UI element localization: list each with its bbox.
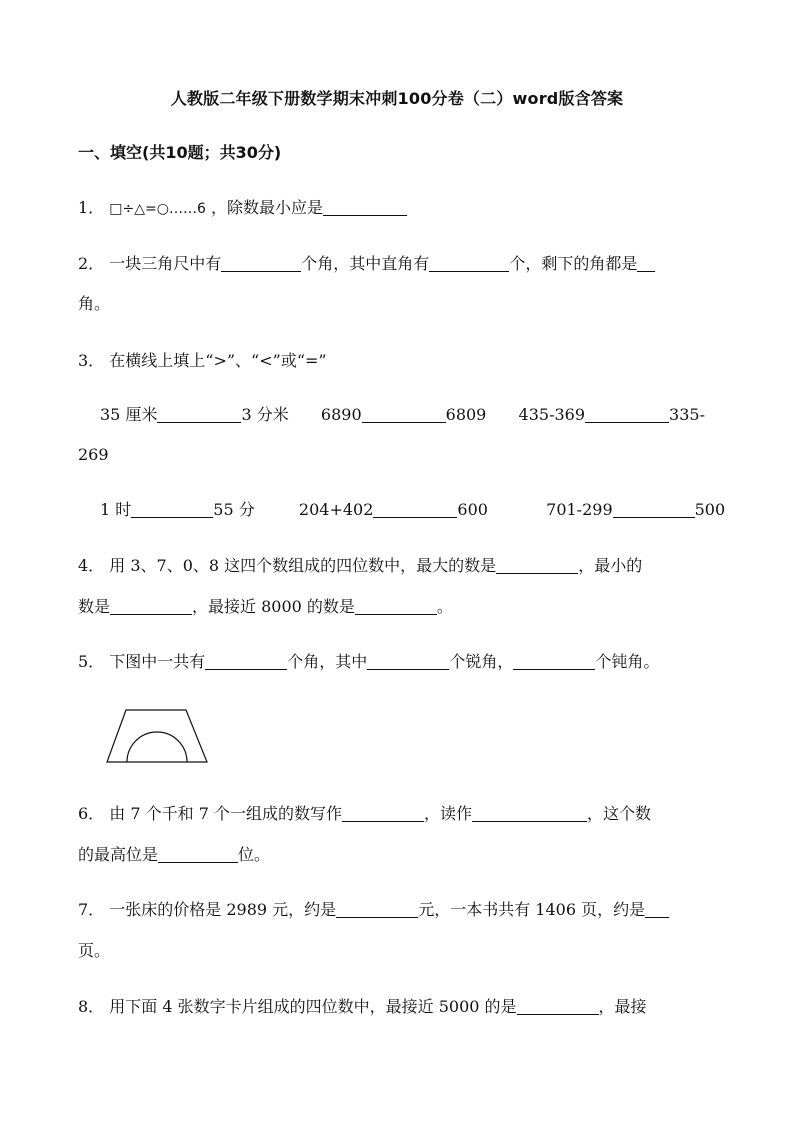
compare-right: 335-	[669, 405, 705, 424]
question-text: 用 3、7、0、8 这四个数组成的四位数中，最大的数是	[109, 556, 497, 575]
question-text: ，最小的	[578, 556, 643, 575]
question-7	[78, 899, 669, 921]
question-text: 一块三角尺中有	[109, 254, 222, 273]
answer-blank[interactable]	[472, 805, 587, 822]
square-symbol: □	[109, 201, 123, 217]
question-7-cont	[78, 940, 110, 962]
compare-right-cont: 269	[78, 445, 109, 464]
compare-left: 435-369	[518, 405, 586, 424]
trapezoid-semicircle-figure	[104, 705, 210, 767]
answer-blank[interactable]	[429, 255, 509, 272]
question-number: 5．	[78, 652, 105, 671]
question-text: ，除数最小应是	[211, 198, 324, 217]
compare-right: 600	[457, 500, 488, 519]
answer-blank[interactable]	[131, 501, 213, 518]
question-text: 数是	[78, 597, 111, 616]
compare-left: 35 厘米	[100, 405, 158, 424]
question-text: 页。	[78, 941, 111, 960]
answer-blank[interactable]	[513, 653, 595, 670]
question-5	[78, 651, 659, 673]
answer-blank[interactable]	[585, 406, 669, 423]
question-text: 一张床的价格是 2989 元，约是	[109, 900, 337, 919]
document-title: 人教版二年级下册数学期末冲刺100分卷（二）word版含答案	[170, 89, 624, 108]
question-text: 个角，其中	[287, 652, 368, 671]
question-6-cont	[78, 844, 270, 866]
compare-right: 55 分	[213, 500, 255, 519]
compare-left: 1 时	[100, 500, 132, 519]
question-text: 个锐角，	[449, 652, 514, 671]
question-2	[78, 253, 655, 275]
compare-left: 204+402	[298, 500, 374, 519]
question-number: 1．	[78, 198, 105, 217]
question-text: ，最接	[598, 997, 647, 1016]
question-text: 。	[436, 597, 453, 616]
answer-blank[interactable]	[342, 805, 424, 822]
answer-blank[interactable]	[373, 501, 457, 518]
question-text: 下图中一共有	[109, 652, 206, 671]
question-text: ，最接近 8000 的数是	[192, 597, 355, 616]
divide-symbol: ÷	[122, 201, 135, 217]
answer-blank[interactable]	[158, 846, 238, 863]
answer-blank[interactable]	[496, 557, 578, 574]
question-text: 在横线上填上“>”、“<”或“=”	[109, 351, 327, 370]
compare-row-2	[100, 499, 725, 521]
compare-right: 6809	[445, 405, 487, 424]
question-text: 个，剩下的角都是	[509, 254, 638, 273]
answer-blank[interactable]	[362, 406, 446, 423]
equals-symbol: =	[145, 201, 157, 217]
answer-blank[interactable]	[221, 255, 301, 272]
question-number: 8．	[78, 997, 105, 1016]
answer-blank[interactable]	[205, 653, 287, 670]
answer-blank[interactable]	[517, 998, 599, 1015]
question-text: 角。	[78, 294, 111, 313]
section-heading: 一、填空(共10题；共30分)	[78, 143, 282, 162]
question-text: 个角，其中直角有	[301, 254, 430, 273]
compare-right: 3 分米	[241, 405, 289, 424]
question-text: 个钝角。	[595, 652, 660, 671]
question-text: 由 7 个千和 7 个一组成的数写作	[109, 804, 342, 823]
answer-blank[interactable]	[355, 598, 437, 615]
compare-left: 6890	[320, 405, 362, 424]
question-8	[78, 996, 647, 1018]
compare-row-1	[100, 404, 705, 426]
answer-blank[interactable]	[110, 598, 192, 615]
question-text: ，这个数	[587, 804, 652, 823]
question-text: 位。	[238, 845, 271, 864]
answer-blank[interactable]	[645, 901, 669, 918]
question-number: 4．	[78, 556, 105, 575]
question-number: 2．	[78, 254, 105, 273]
answer-blank[interactable]	[336, 901, 418, 918]
trapezoid-shape	[107, 710, 207, 762]
semicircle-shape	[127, 732, 187, 762]
compare-left: 701-299	[546, 500, 613, 519]
answer-blank[interactable]	[367, 653, 449, 670]
question-text: 的最高位是	[78, 845, 159, 864]
triangle-symbol: △	[134, 201, 146, 217]
question-text: 元，一本书共有 1406 页，约是	[418, 900, 646, 919]
question-text: 用下面 4 张数字卡片组成的四位数中，最接近 5000 的是	[109, 997, 517, 1016]
question-text: ，读作	[424, 804, 473, 823]
question-4	[78, 555, 642, 577]
question-number: 3．	[78, 351, 105, 370]
question-3	[78, 350, 327, 372]
answer-blank[interactable]	[613, 501, 695, 518]
question-6	[78, 803, 651, 825]
question-number: 6．	[78, 804, 105, 823]
answer-blank[interactable]	[323, 199, 407, 216]
question-2-cont	[78, 293, 110, 315]
answer-blank[interactable]	[637, 255, 655, 272]
compare-right: 500	[694, 500, 726, 519]
question-number: 7．	[78, 900, 105, 919]
question-1	[78, 197, 407, 220]
remainder-text: ……6	[168, 201, 206, 217]
question-4-cont	[78, 596, 453, 618]
circle-symbol: ○	[156, 201, 169, 217]
compare-row-1-cont	[78, 444, 109, 466]
answer-blank[interactable]	[157, 406, 241, 423]
